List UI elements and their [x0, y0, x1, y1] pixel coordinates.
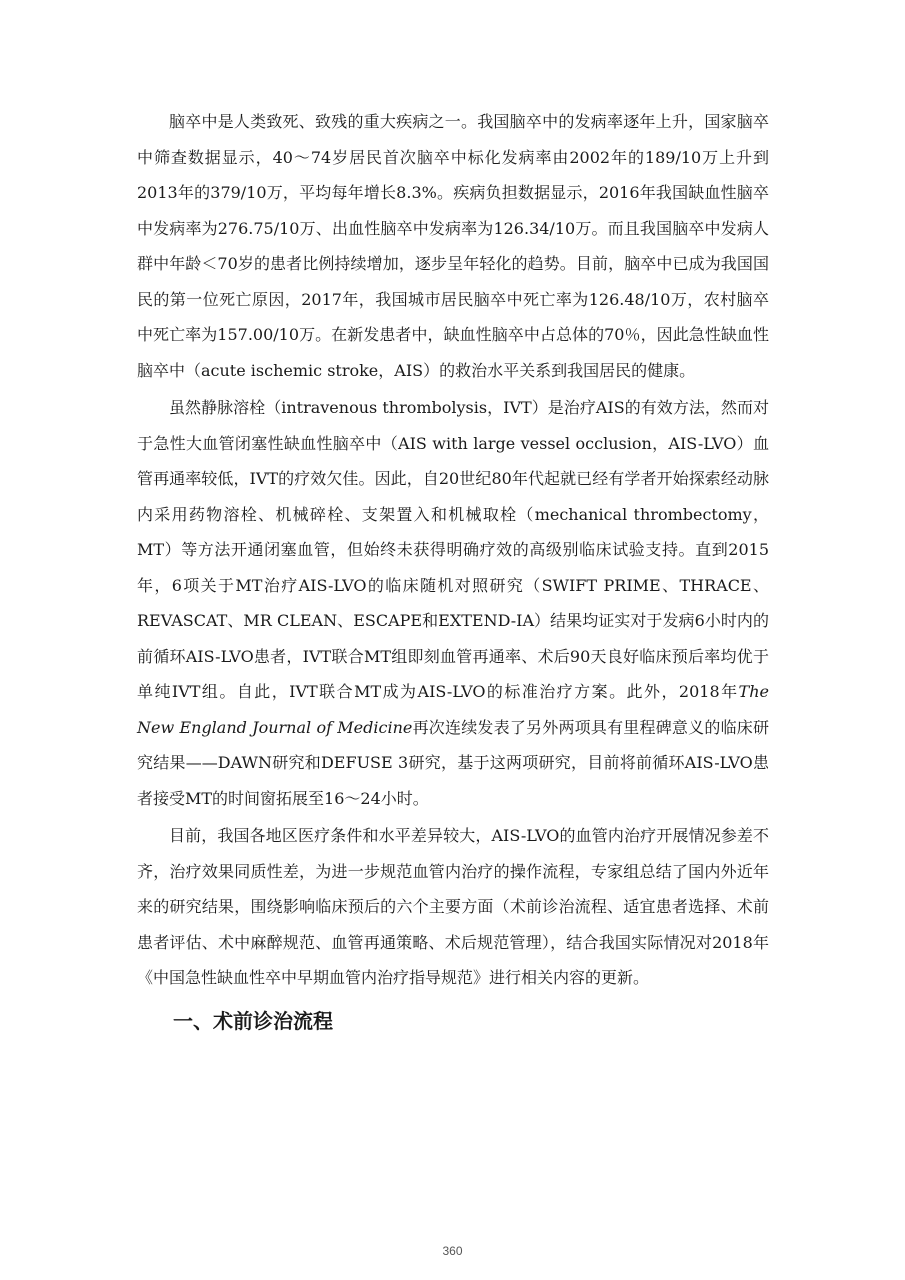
paragraph-2-text-b: 再次连续发表了另外两项具有里程碑意义的临床研究结果——DAWN研究和DEFUSE 3研究，基于这两项研究，目前将前循环AIS-LVO患者接受MT的时间窗拓展至16～24小时。 [137, 717, 769, 808]
paragraph-3-text: 目前，我国各地区医疗条件和水平差异较大，AIS-LVO的血管内治疗开展情况参差不齐，治疗效果同质性差，为进一步规范血管内治疗的操作流程，专家组总结了国内外近年来的研究结果，围绕影响临床预后的六个主要方面（术前诊治流程、适宜患者选择、术前患者评估、术中麻醉规范、血管再通策略、术后规范管理），结合我国实际情况对2018年《中国急性缺血性卒中早期血管内治疗指导规范》进行相关内容的更新。 [137, 826, 769, 987]
paragraph-2-text-a: 虽然静脉溶栓（intravenous thrombolysis，IVT）是治疗AIS的有效方法，然而对于急性大血管闭塞性缺血性脑卒中（AIS with large vessel occlusion，AIS-LVO）血管再通率较低，IVT的疗效欠佳。因此，自20世纪80年代起就已经有学者开始探索经动脉内采用药物溶栓、机械碎栓、支架置入和机械取栓（mechanical thrombectomy，MT）等方法开通闭塞血管，但始终未获得明确疗效的高级别临床试验支持。直到2015年，6项关于MT治疗AIS-LVO的临床随机对照研究（SWIFT PRIME、THRACE、REVASCAT、MR CLEAN、ESCAPE和EXTEND-IA）结果均证实对于发病6小时内的前循环AIS-LVO患者，IVT联合MT组即刻血管再通率、术后90天良好临床预后率均优于单纯IVT组。自此，IVT联合MT成为AIS-LVO的标准治疗方案。此外，2018年 [137, 398, 769, 701]
paragraph-2 [137, 390, 769, 816]
paragraph-1-text: 脑卒中是人类致死、致残的重大疾病之一。我国脑卒中的发病率逐年上升，国家脑卒中筛查数据显示，40～74岁居民首次脑卒中标化发病率由2002年的189/10万上升到2013年的379/10万，平均每年增长8.3%。疾病负担数据显示，2016年我国缺血性脑卒中发病率为276.75/10万、出血性脑卒中发病率为126.34/10万。而且我国脑卒中发病人群中年龄＜70岁的患者比例持续增加，逐步呈年轻化的趋势。目前，脑卒中已成为我国国民的第一位死亡原因，2017年，我国城市居民脑卒中死亡率为126.48/10万，农村脑卒中死亡率为157.00/10万。在新发患者中，缺血性脑卒中占总体的70％，因此急性缺血性脑卒中（acute ischemic stroke，AIS）的救治水平关系到我国居民的健康。 [137, 112, 769, 380]
page-number: 360 [442, 1244, 463, 1258]
journal-title: The New England Journal of Medicine [137, 682, 769, 737]
document-body [137, 104, 769, 1038]
paragraph-3 [137, 818, 769, 996]
section-heading: 一、术前诊治流程 [173, 1008, 333, 1033]
paragraph-1 [137, 104, 769, 388]
